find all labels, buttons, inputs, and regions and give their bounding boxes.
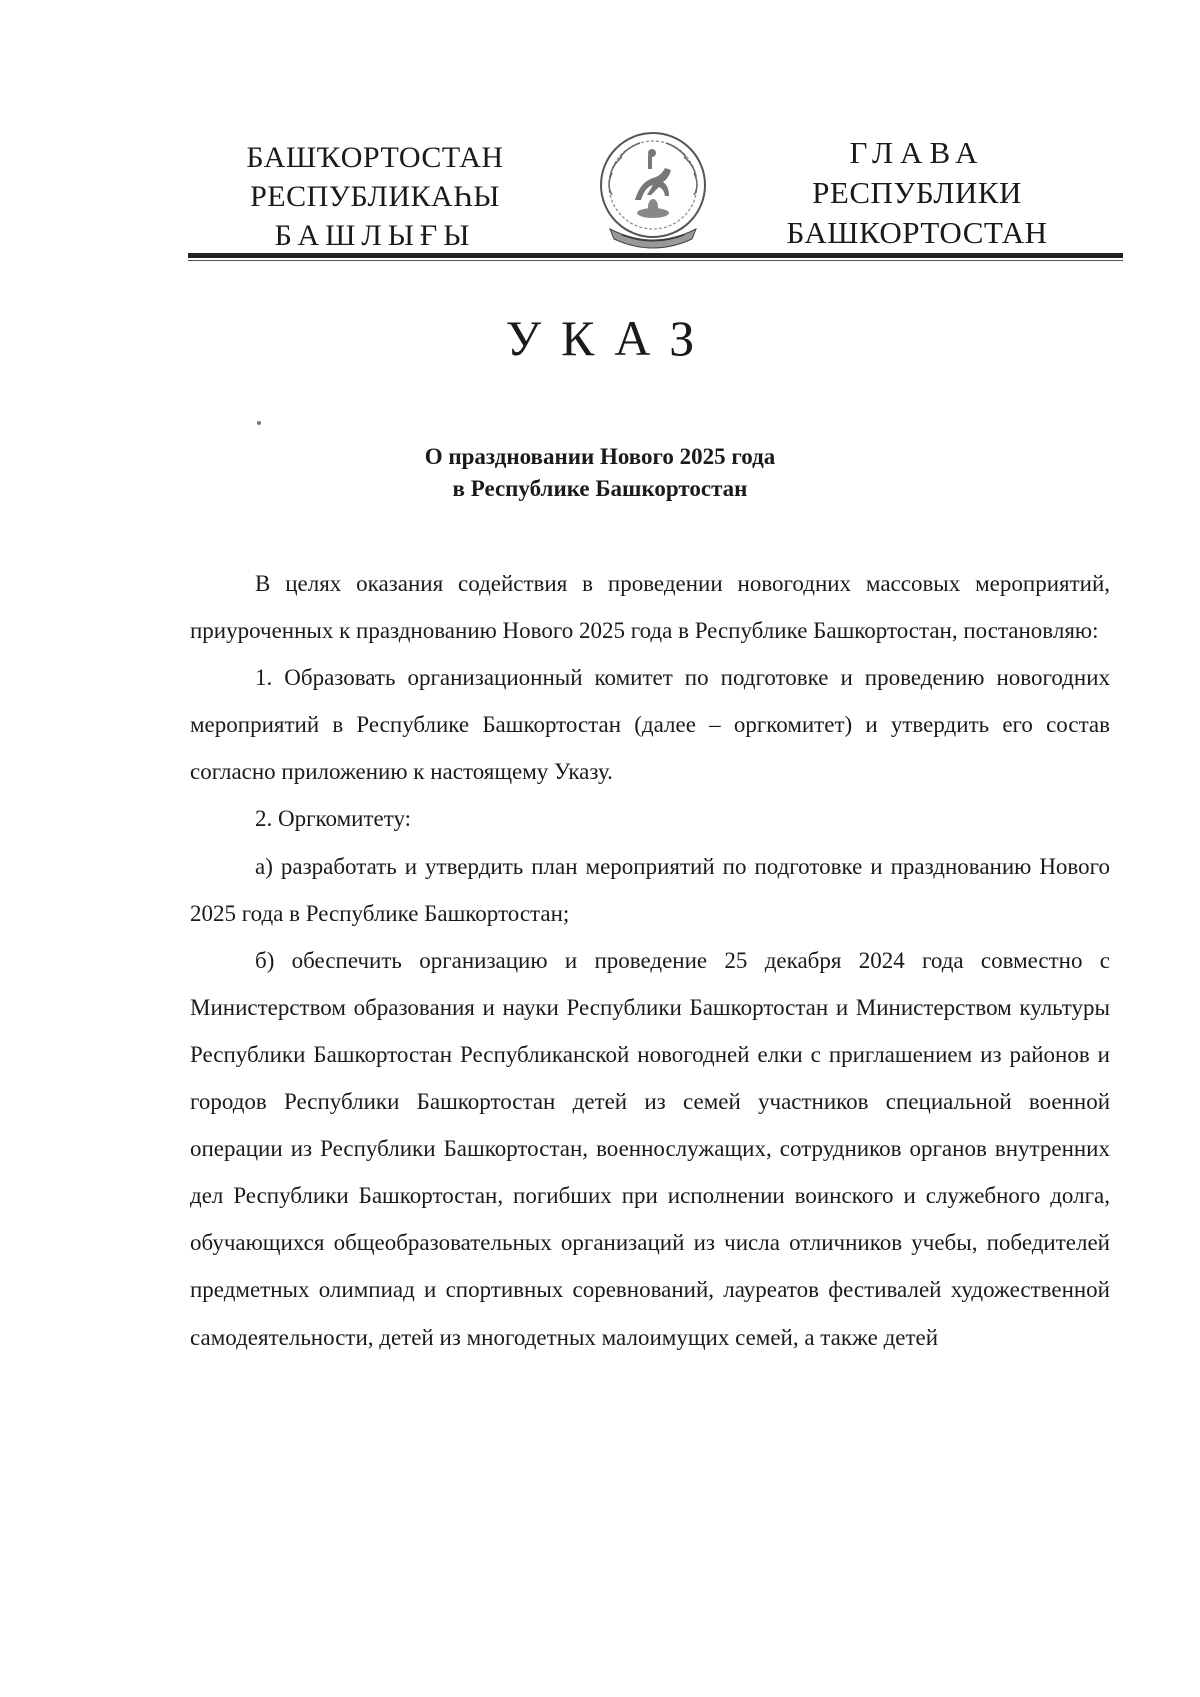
letterhead-russian-line3: БАШКОРТОСТАН: [786, 215, 1048, 250]
letterhead-bashkir-line2: РЕСПУБЛИКАҺЫ: [250, 180, 500, 213]
letterhead-bashkir-line3: БАШЛЫҒЫ: [274, 219, 476, 252]
document-type-title: УКАЗ: [505, 310, 715, 366]
subject-line1: О праздновании Нового 2025 года: [424, 444, 776, 469]
letterhead-russian: [772, 133, 1062, 253]
letterhead-divider: [188, 253, 1123, 261]
letterhead: [0, 125, 1200, 265]
subject-line2: в Республике Башкортостан: [452, 476, 748, 501]
item-2a-paragraph: а) разработать и утвердить план мероприятий по подготовке и празднованию Нового 2025 года в Республике Башкортостан;: [190, 853, 1110, 926]
item-2-paragraph: 2. Оргкомитету:: [255, 806, 412, 832]
letterhead-russian-line2: РЕСПУБЛИКИ: [812, 175, 1022, 210]
item-2b-paragraph: б) обеспечить организацию и проведение 25 декабря 2024 года совместно с Министерством образования и науки Республики Башкортостан и Министерством культуры Республики Башкортостан Республиканской новогодней елки с приглашением из районов и городов Республики Башкортостан детей из семей участников специальной военной операции из Республики Башкортостан, военнослужащих, сотрудников органов внутренних дел Республики Башкортостан, погибших при исполнении воинского и служебного долга, обучающихся общеобразовательных организаций из числа отличников учебы, победителей предметных олимпиад и спортивных соревнований, лауреатов фестивалей художественной самодеятельности, детей из многодетных малоимущих семей, а также детей: [190, 947, 1110, 1350]
document-body: [190, 560, 1110, 1361]
coat-of-arms-emblem-icon: [590, 125, 716, 251]
document-subject: [0, 441, 1200, 505]
letterhead-russian-line1: ГЛАВА: [849, 135, 985, 170]
letterhead-bashkir-line1: БАШҠОРТОСТАН: [246, 141, 504, 174]
scan-speck: [257, 421, 261, 425]
letterhead-bashkir: [230, 138, 520, 255]
preamble-paragraph: В целях оказания содействия в проведении новогодних массовых мероприятий, приуроченных к празднованию Нового 2025 года в Республике Башкортостан, постановляю:: [190, 571, 1110, 644]
item-1-paragraph: 1. Образовать организационный комитет по подготовке и проведению новогодних мероприятий в Республике Башкортостан (далее – оргкомитет) и утвердить его состав согласно приложению к настоящему Указу.: [190, 665, 1110, 785]
